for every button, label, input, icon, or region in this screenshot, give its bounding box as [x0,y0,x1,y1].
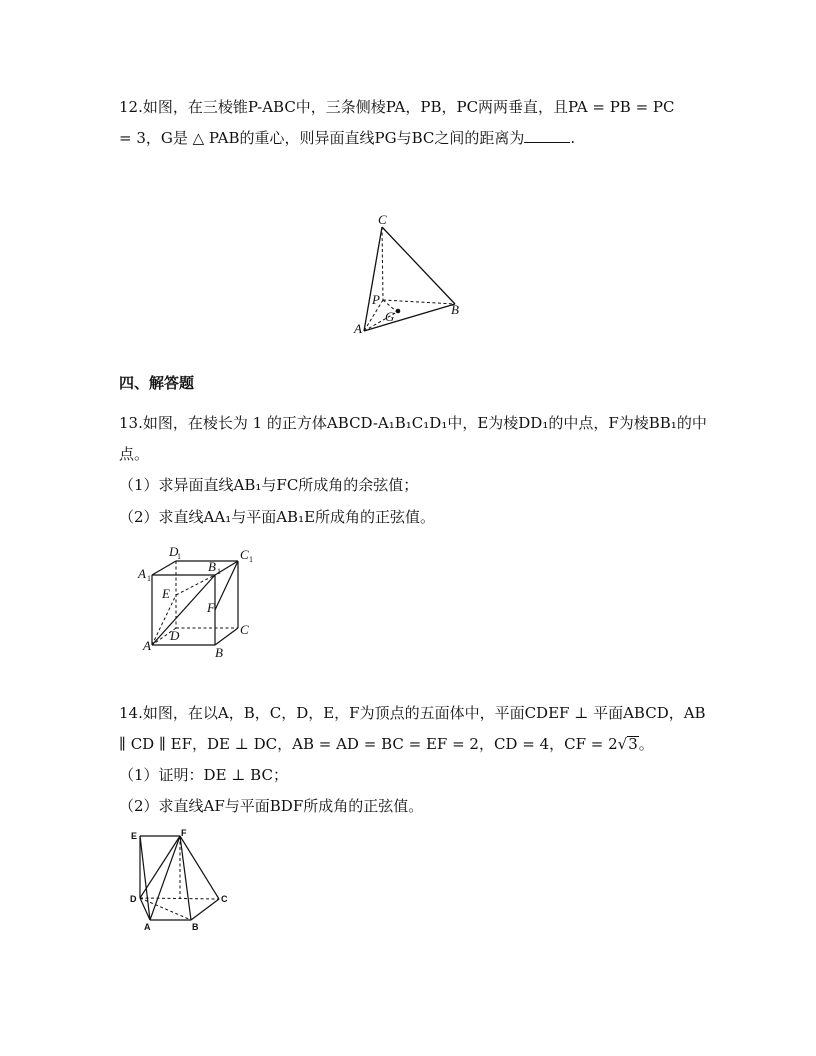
label-E: E [131,831,138,841]
label-A: A [143,638,151,653]
label-B: B [192,922,199,932]
q12-line-2-text: = 3，G是 △ PAB的重心，则异面直线PG与BC之间的距离为 [119,129,525,147]
label-F: F [181,828,187,838]
label-B1-sub: 1 [217,567,221,576]
label-P: P [372,292,380,307]
q14-pentahedron-figure [124,826,239,936]
q12-line-2 [119,128,575,148]
q13-part-1: （1）求异面直线AB₁与FC所成角的余弦值； [119,476,419,494]
label-C1-sub: 1 [249,555,253,564]
q13-part-2: （2）求直线AA₁与平面AB₁E所成角的正弦值。 [119,508,436,526]
sqrt-radicand: 3 [628,735,638,753]
label-A: A [354,321,362,336]
label-C: C [221,894,228,904]
label-A1-sub: 1 [147,574,151,583]
label-B: B [451,302,459,317]
label-D1-sub: 1 [177,552,181,561]
q12-line-2-end: . [570,129,576,147]
label-C: C [378,212,387,227]
centroid-point [396,309,401,314]
label-E: E [162,586,170,601]
label-A1: A [138,566,146,581]
label-D1: D [169,544,179,559]
sqrt-symbol: √ [617,735,628,753]
q12-tetrahedron-figure [345,205,475,345]
section-title: 四、解答题 [119,374,195,392]
q12-line-1: 12.如图，在三棱锥P-ABC中，三条侧棱PA，PB，PC两两垂直，且PA = PB = PC [119,98,675,116]
label-G: G [385,309,395,324]
label-D: D [130,894,137,904]
q14-part-2: （2）求直线AF与平面BDF所成角的正弦值。 [119,797,424,815]
label-B: B [215,645,223,660]
q13-cube-figure [132,540,262,665]
label-C: C [240,622,249,637]
q13-line-1: 13.如图，在棱长为 1 的正方体ABCD-A₁B₁C₁D₁中，E为棱DD₁的中点，F为棱BB₁的中 [119,414,707,432]
q13-line-2: 点。 [119,445,150,463]
q14-line-1: 14.如图，在以A，B，C，D，E，F为顶点的五面体中，平面CDEF ⊥ 平面ABCD，AB [119,704,706,722]
label-F: F [207,600,215,615]
label-D: D [170,628,180,643]
answer-blank [524,128,570,143]
q14-line-2-end: 。 [638,735,654,753]
label-A: A [144,922,151,932]
q14-part-1: （1）证明：DE ⊥ BC； [119,766,288,784]
label-B1: B [208,559,216,574]
label-C1: C [240,547,249,562]
q14-line-2 [119,734,654,754]
q14-line-2-text: ∥ CD ∥ EF，DE ⊥ DC，AB = AD = BC = EF = 2，CD = 4，CF = 2 [119,735,618,753]
